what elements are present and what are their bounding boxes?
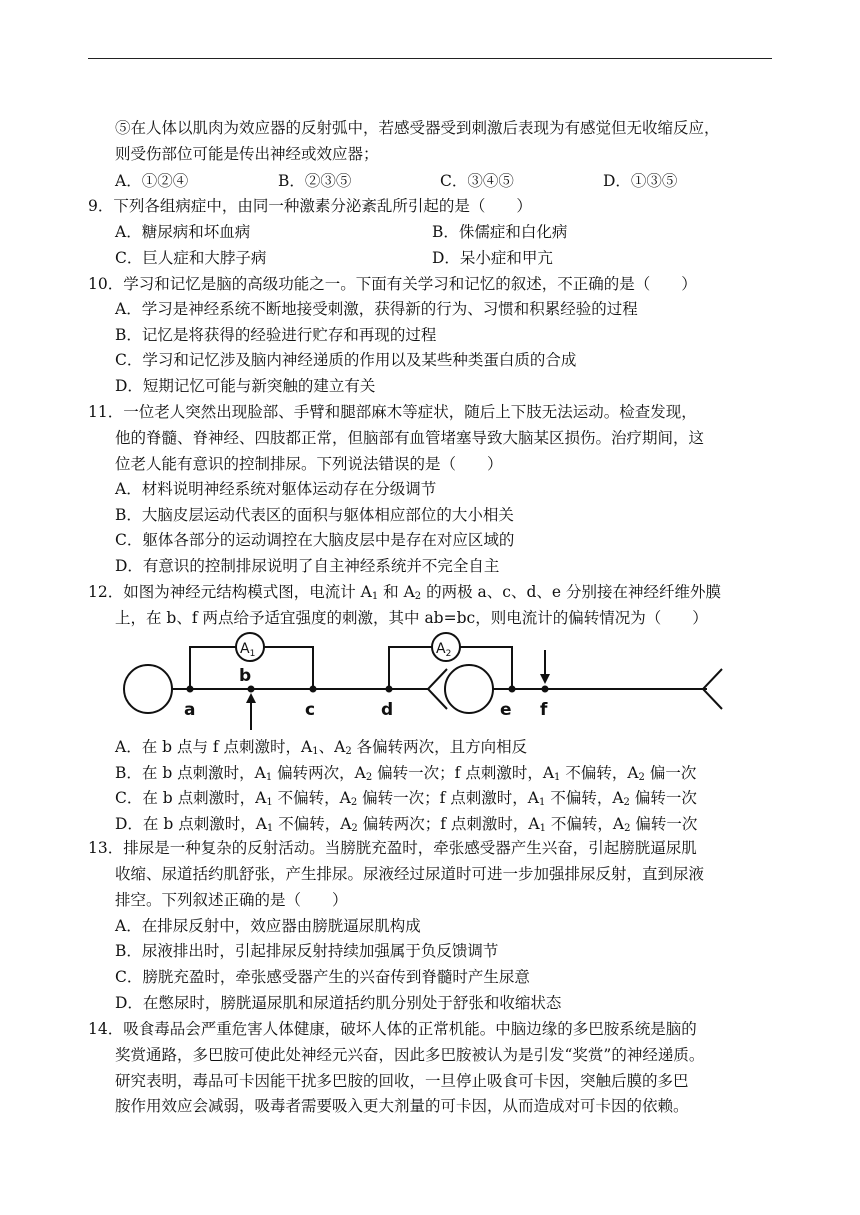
point-label-e: e: [500, 700, 512, 720]
q12-option-c: C．在 b 点刺激时，$A_1$ 不偏转，$A_2$ 偏转一次；f 点刺激时，$A_1$ 不偏转，$A_2$ 偏转一次: [115, 789, 697, 808]
meter-a2-label: $A_2$: [436, 641, 452, 659]
q9-option-a: A．糖尿病和坏血病: [115, 223, 251, 241]
q11-stem-line2: 他的脊髓、脊神经、四肢都正常，但脑部有血管堵塞导致大脑某区损伤。治疗期间，这: [115, 429, 705, 447]
q11-option-d: D．有意识的控制排尿说明了自主神经系统并不完全自主: [115, 557, 500, 575]
q11-stem-line3: 位老人能有意识的控制排尿。下列说法错误的是（ ）: [115, 455, 503, 473]
point-dot-a: [187, 686, 194, 693]
point-dot-d: [386, 686, 393, 693]
q13-option-b: B．尿液排出时，引起排尿反射持续加强属于负反馈调节: [115, 942, 499, 960]
neuron-soma-left: [124, 665, 172, 713]
point-dot-e: [509, 686, 516, 693]
meter-a1-wire-right: [264, 647, 313, 689]
q8-option-c: C．③④⑤: [440, 172, 514, 190]
q13-option-d: D．在憋尿时，膀胱逼尿肌和尿道括约肌分别处于舒张和收缩状态: [115, 994, 562, 1012]
point-label-b: b: [239, 666, 252, 686]
q12-stem-line1: 12．如图为神经元结构模式图，电流计 $A_1$ 和 $A_2$ 的两极 a、c、d、e 分别接在神经纤维外膜: [88, 583, 721, 602]
point-label-d: d: [381, 700, 394, 720]
meter-a1: [236, 633, 264, 661]
q10-option-d: D．短期记忆可能与新突触的建立有关: [115, 377, 376, 395]
stimulus-arrowhead-b: [246, 693, 256, 703]
q8-item5-line1: ⑤在人体以肌肉为效应器的反射弧中，若感受器受到刺激后表现为有感觉但无收缩反应，: [115, 119, 720, 137]
q12-option-a: A．在 b 点与 f 点刺激时，$A_1$、$A_2$ 各偏转两次，且方向相反: [115, 738, 528, 757]
header-rule: [88, 58, 772, 59]
q8-option-d: D．①③⑤: [603, 172, 678, 190]
stimulus-arrowhead-f: [540, 674, 550, 684]
q9-option-b: B．侏儒症和白化病: [432, 223, 568, 241]
q9-stem: 9．下列各组病症中，由同一种激素分泌紊乱所引起的是（ ）: [88, 197, 532, 215]
q13-stem-line2: 收缩、尿道括约肌舒张，产生排尿。尿液经过尿道时可进一步加强排尿反射，直到尿液: [115, 865, 705, 883]
q13-stem-line1: 13．排尿是一种复杂的反射活动。当膀胱充盈时，牵张感受器产生兴奋，引起膀胱逼尿肌: [88, 839, 697, 857]
q13-option-c: C．膀胱充盈时，牵张感受器产生的兴奋传到脊髓时产生尿意: [115, 968, 530, 986]
q11-stem-line1: 11．一位老人突然出现脸部、手臂和腿部麻木等症状，随后上下肢无法运动。检查发现，: [88, 403, 697, 421]
point-label-f: f: [540, 700, 548, 720]
synapse-terminal: [428, 669, 447, 709]
meter-a1-wire-left: [190, 647, 236, 689]
q11-option-b: B．大脑皮层运动代表区的面积与躯体相应部位的大小相关: [115, 506, 514, 524]
point-label-a: a: [184, 700, 196, 720]
q8-option-b: B．②③⑤: [278, 172, 352, 190]
q9-option-d: D．呆小症和甲亢: [432, 249, 553, 267]
point-dot-f: [542, 686, 549, 693]
q13-option-a: A．在排尿反射中，效应器由膀胱逼尿肌构成: [115, 917, 421, 935]
q14-stem-line3: 研究表明，毒品可卡因能干扰多巴胺的回收，一旦停止吸食可卡因，突触后膜的多巴: [115, 1072, 689, 1090]
q11-option-a: A．材料说明神经系统对躯体运动存在分级调节: [115, 480, 437, 498]
point-dot-c: [310, 686, 317, 693]
q12-stem-line2: 上，在 b、f 两点给予适宜强度的刺激，其中 ab=bc，则电流计的偏转情况为（ ）: [115, 609, 708, 627]
meter-a1-label: $A_1$: [240, 641, 256, 659]
q10-stem: 10．学习和记忆是脑的高级功能之一。下面有关学习和记忆的叙述，不正确的是（ ）: [88, 275, 697, 293]
q10-option-a: A．学习是神经系统不断地接受刺激，获得新的行为、习惯和积累经验的过程: [115, 300, 638, 318]
q8-item5-line2: 则受伤部位可能是传出神经或效应器；: [115, 145, 379, 163]
meter-a2-wire-right: [460, 647, 512, 689]
q9-option-c: C．巨人症和大脖子病: [115, 249, 267, 267]
q14-stem-line4: 胺作用效应会减弱，吸毒者需要吸入更大剂量的可卡因，从而造成对可卡因的依赖。: [115, 1097, 689, 1115]
q14-stem-line2: 奖赏通路，多巴胺可使此处神经元兴奋，因此多巴胺被认为是引发“奖赏”的神经递质。: [115, 1046, 705, 1064]
meter-a2-wire-left: [389, 647, 432, 689]
meter-a2: [432, 633, 460, 661]
point-dot-b: [248, 686, 255, 693]
neuron-soma-right: [445, 665, 493, 713]
q10-option-c: C．学习和记忆涉及脑内神经递质的作用以及某些种类蛋白质的合成: [115, 351, 577, 369]
q12-option-b: B．在 b 点刺激时，$A_1$ 偏转两次，$A_2$ 偏转一次；f 点刺激时，$A_1$ 不偏转，$A_2$ 偏一次: [115, 764, 697, 783]
q13-stem-line3: 排空。下列叙述正确的是（ ）: [115, 891, 348, 909]
q10-option-b: B．记忆是将获得的经验进行贮存和再现的过程: [115, 326, 437, 344]
axon-terminal-right: [703, 669, 722, 709]
q12-option-d: D．在 b 点刺激时，$A_1$ 不偏转，$A_2$ 偏转两次；f 点刺激时，$A_1$ 不偏转，$A_2$ 偏转一次: [115, 815, 698, 834]
point-label-c: c: [305, 700, 316, 720]
q8-option-a: A．①②④: [115, 172, 189, 190]
q11-option-c: C．躯体各部分的运动调控在大脑皮层中是存在对应区域的: [115, 531, 515, 549]
q14-stem-line1: 14．吸食毒品会严重危害人体健康，破坏人体的正常机能。中脑边缘的多巴胺系统是脑的: [88, 1020, 697, 1038]
